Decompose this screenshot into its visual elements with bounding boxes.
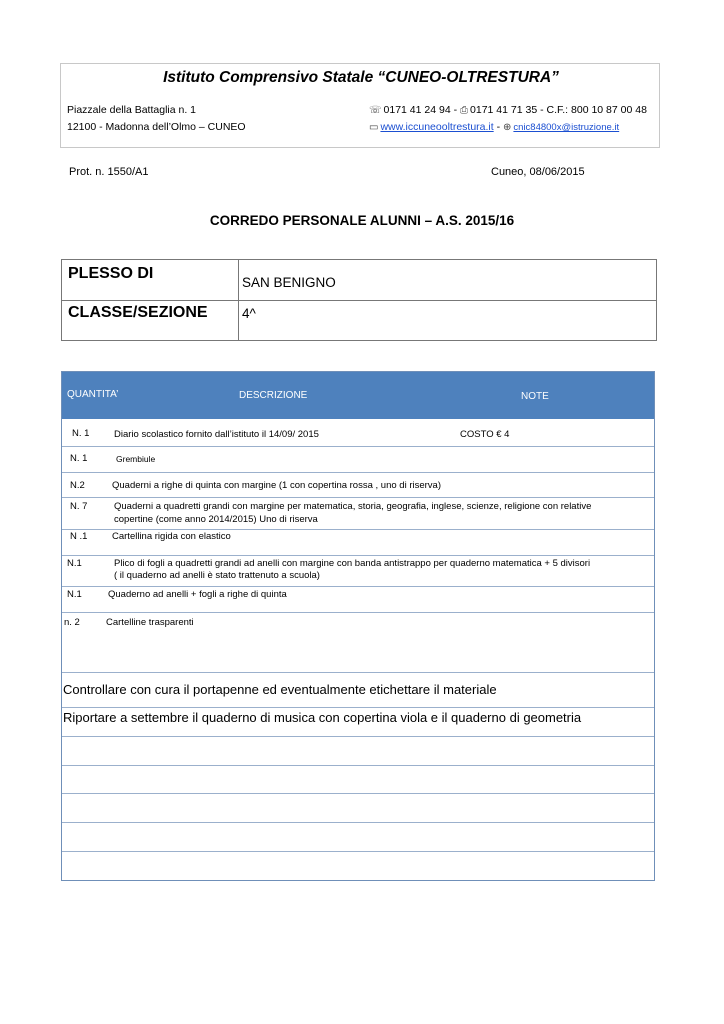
phone-number: 0171 41 24 94 <box>383 104 451 116</box>
column-header-description: DESCRIZIONE <box>239 390 308 401</box>
items-table <box>61 371 655 881</box>
address-line-1: Piazzale della Battaglia n. 1 <box>67 104 196 116</box>
row-divider <box>62 612 654 613</box>
row-divider <box>62 472 654 473</box>
computer-icon: ▭ <box>369 122 379 133</box>
row-description: Cartellina rigida con elastico <box>112 531 231 542</box>
row-divider <box>62 529 654 530</box>
plesso-table <box>61 259 657 341</box>
row-description: Quaderni a quadretti grandi con margine per matematica, storia, geografia, inglese, scienze, religione con relative <box>114 501 592 512</box>
address-line-2: 12100 - Madonna dell’Olmo – CUNEO <box>67 121 246 133</box>
telephone-icon: ☏ <box>369 105 382 116</box>
row-divider <box>62 765 654 766</box>
protocol-number: Prot. n. 1550/A1 <box>69 166 149 178</box>
row-description-continued: copertine (come anno 2014/2015) Uno di riserva <box>114 514 318 525</box>
row-quantity: n. 2 <box>64 617 80 628</box>
note-line: Riportare a settembre il quaderno di musica con copertina viola e il quaderno di geometria <box>63 710 582 725</box>
row-quantity: N .1 <box>70 531 88 542</box>
row-quantity: N.2 <box>70 480 85 491</box>
web-line <box>369 121 619 133</box>
place-date: Cuneo, 08/06/2015 <box>491 166 585 178</box>
school-name: Istituto Comprensivo Statale “CUNEO-OLTRESTURA” <box>163 69 559 86</box>
column-header-quantity: QUANTITA’ <box>67 389 119 400</box>
row-description: Diario scolastico fornito dall’istituto il 14/09/ 2015 <box>114 429 319 440</box>
email-link[interactable]: cnic84800x@istruzione.it <box>513 122 620 133</box>
row-divider <box>62 736 654 737</box>
row-divider <box>62 672 654 673</box>
fax-icon: ⎙ <box>460 105 469 116</box>
row-divider <box>62 793 654 794</box>
plesso-label: PLESSO DI <box>68 265 154 282</box>
row-divider <box>62 586 654 587</box>
row-description-continued: ( il quaderno ad anelli è stato trattenuto a scuola) <box>114 570 320 581</box>
divider <box>238 260 239 340</box>
row-quantity: N.1 <box>67 558 82 569</box>
row-divider <box>62 497 654 498</box>
row-quantity: N. 7 <box>70 501 88 512</box>
row-description: Quaderno ad anelli + fogli a righe di quinta <box>108 589 287 600</box>
column-header-notes: NOTE <box>521 391 549 402</box>
document-title: CORREDO PERSONALE ALUNNI – A.S. 2015/16 <box>209 213 515 228</box>
row-description: Grembiule <box>116 454 156 464</box>
row-description: Cartelline trasparenti <box>106 617 194 628</box>
note-line: Controllare con cura il portapenne ed eventualmente etichettare il materiale <box>63 682 497 697</box>
separator: - <box>453 104 458 116</box>
contact-line <box>369 104 647 116</box>
separator: - <box>540 104 544 116</box>
fax-number: 0171 41 71 35 <box>470 104 538 116</box>
row-divider <box>62 822 654 823</box>
row-quantity: N. 1 <box>70 453 88 464</box>
row-divider <box>62 555 654 556</box>
row-divider <box>62 446 654 447</box>
row-divider <box>62 707 654 708</box>
separator: - <box>496 121 501 133</box>
tax-code: C.F.: 800 10 87 00 48 <box>546 104 647 116</box>
row-quantity: N.1 <box>67 589 82 600</box>
mouse-icon: ⊕ <box>503 122 512 133</box>
row-description: Plico di fogli a quadretti grandi ad anelli con margine con banda antistrappo per quaderno matematica + 5 divisori <box>114 558 591 569</box>
row-note: COSTO € 4 <box>460 429 510 440</box>
divider <box>62 300 656 301</box>
class-value: 4^ <box>242 306 256 321</box>
plesso-value: SAN BENIGNO <box>242 275 336 290</box>
school-header <box>60 63 660 148</box>
website-link[interactable]: www.iccuneooltrestura.it <box>380 121 494 133</box>
table-header <box>62 372 654 419</box>
class-label: CLASSE/SEZIONE <box>68 304 208 321</box>
row-description: Quaderni a righe di quinta con margine (1 con copertina rossa , uno di riserva) <box>112 480 441 491</box>
row-divider <box>62 851 654 852</box>
row-quantity: N. 1 <box>72 428 90 439</box>
